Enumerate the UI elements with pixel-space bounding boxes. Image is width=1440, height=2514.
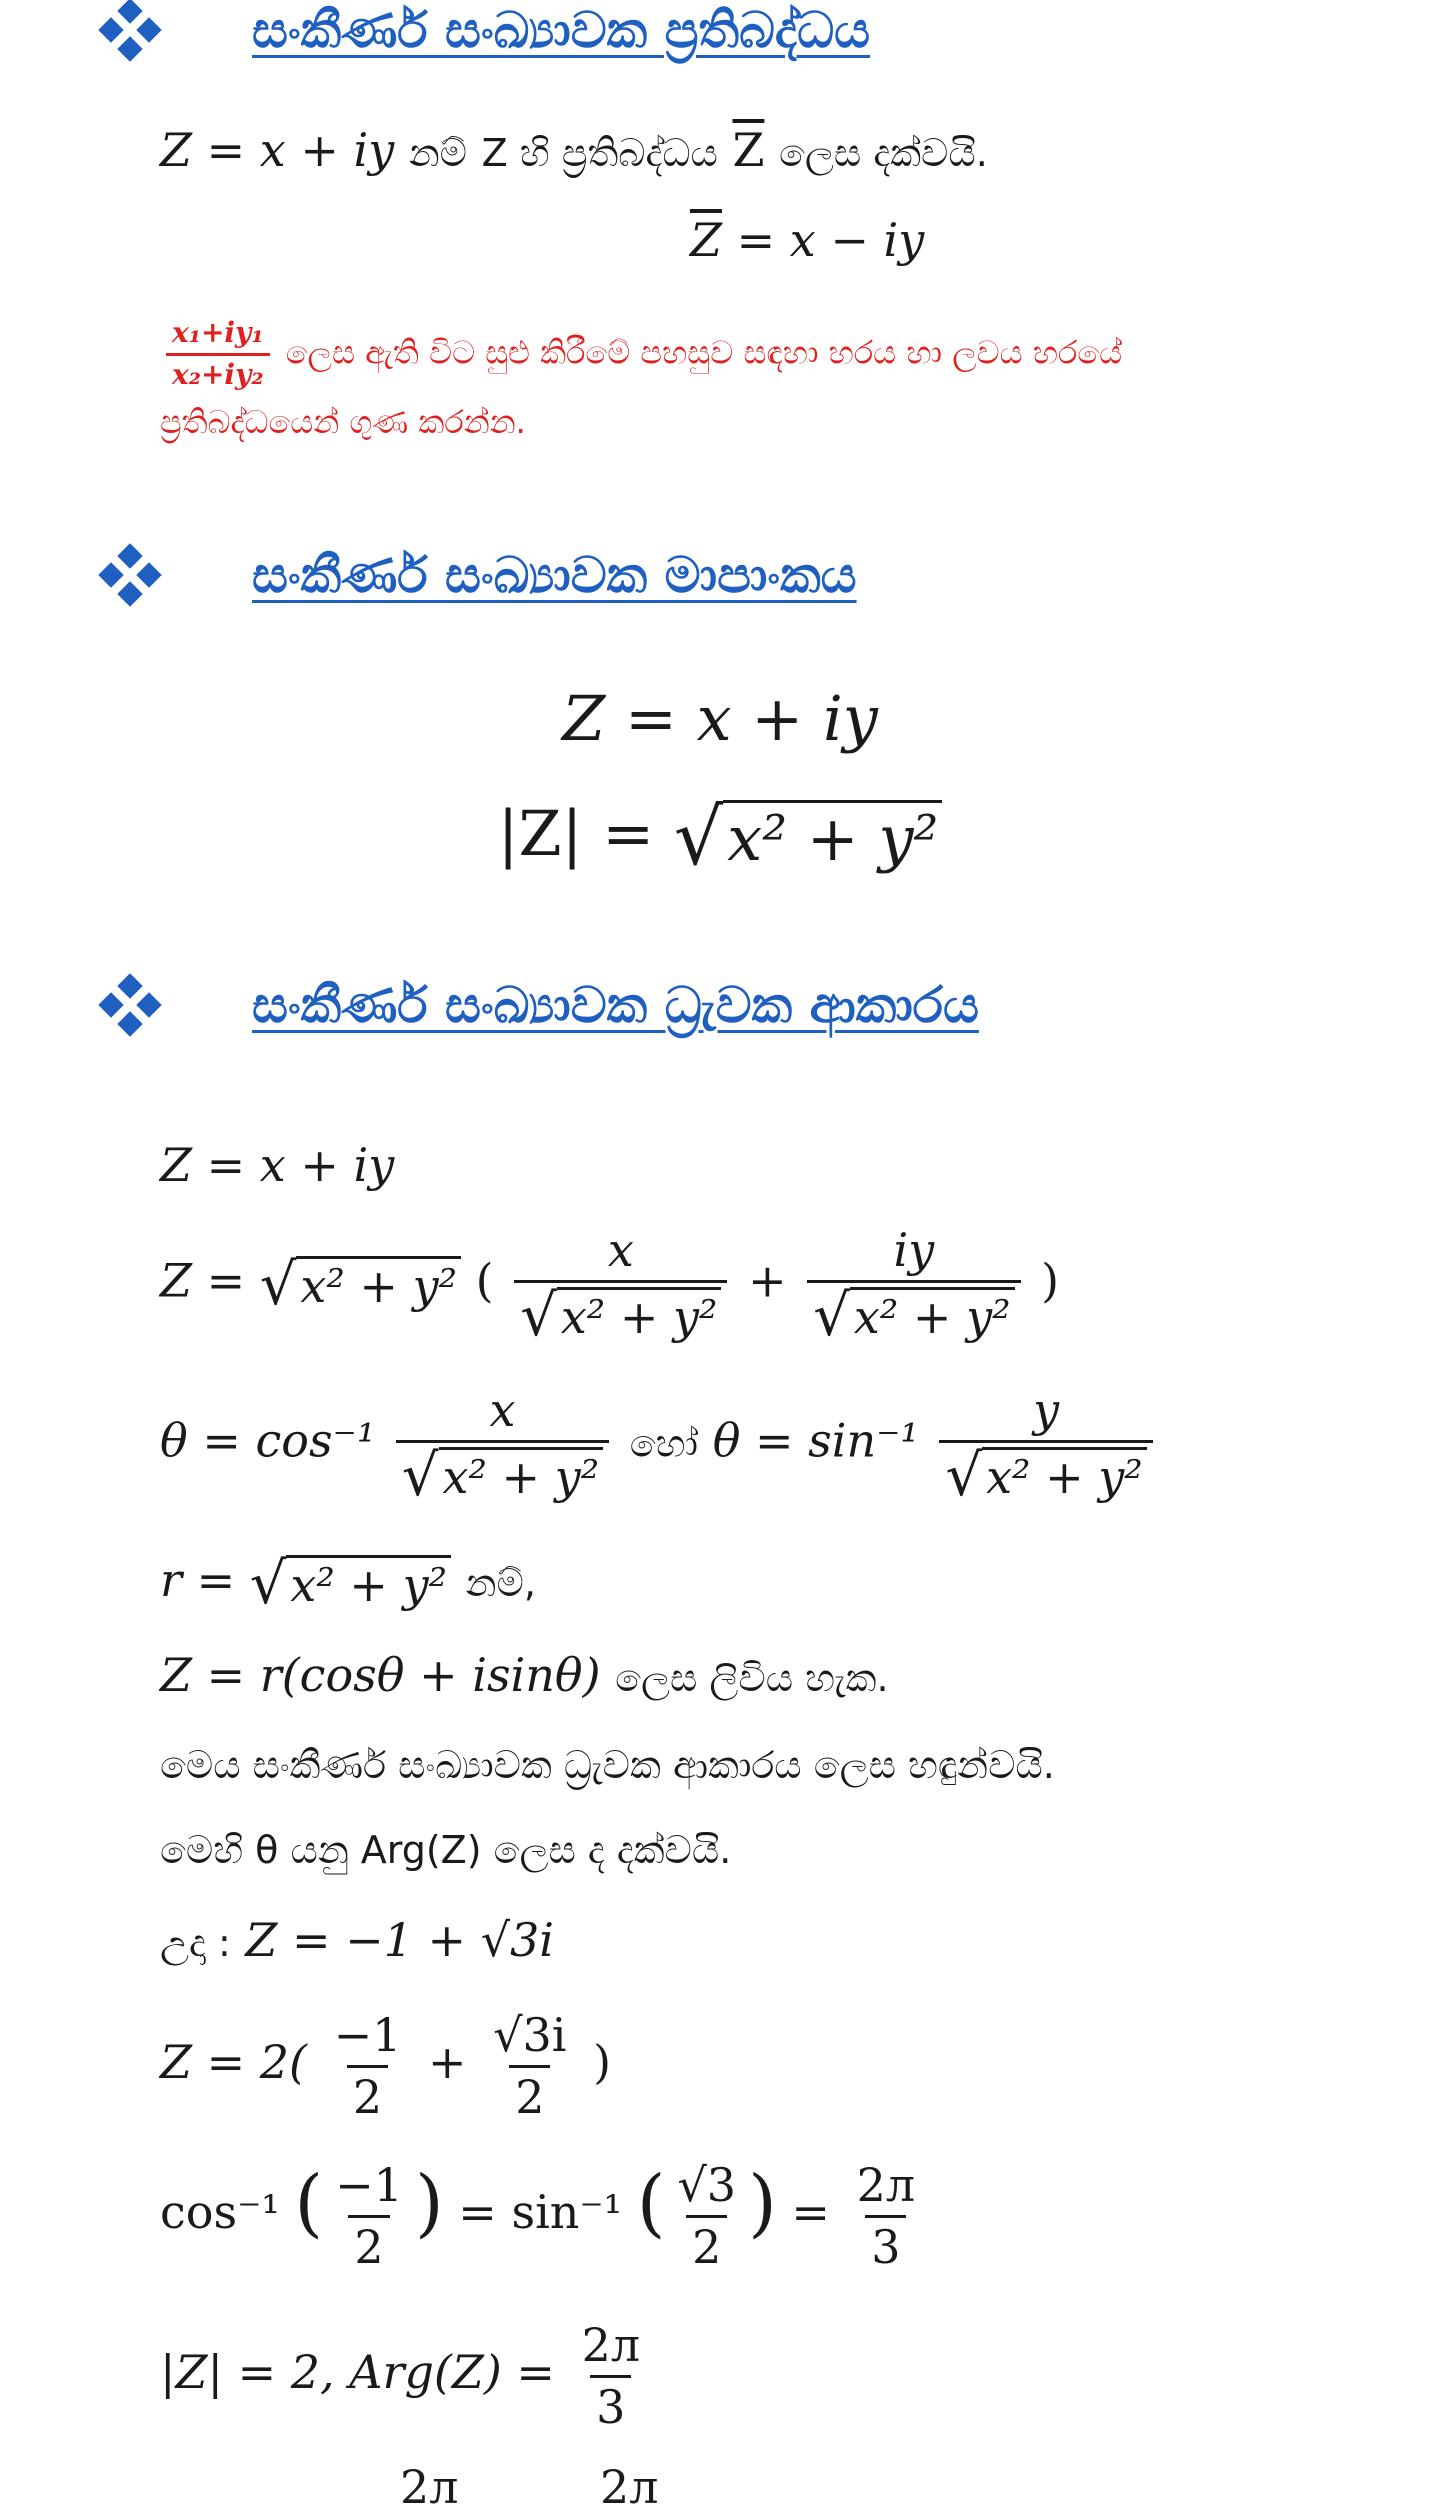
math-conj-rhs: = x − iy	[736, 213, 925, 267]
example-step4: |Z| = 2, Arg(Z) = $\frac{2л}{3}$	[160, 2318, 641, 2434]
polar-eq1: Z = x + iy	[160, 1138, 395, 1192]
note-text: ලෙස ඇති විට සුළු කිරීමේ පහසුව සඳහා හරය හා ලවය හරයේ	[285, 333, 1123, 372]
fraction-theta-cos: x √ x² + y²	[396, 1385, 609, 1504]
cut-off-fraction-1: 2л	[400, 2460, 459, 2514]
polar-eq2: Z = √ x² + y² ( x √ x² + y² + iy √ x² + y² )	[160, 1223, 1060, 1349]
conjugate-note	[160, 318, 1122, 391]
modulus-left: |Z| =	[497, 797, 655, 870]
modulus-eq2	[0, 793, 1440, 884]
example-line: උදා : Z = −1 + √3i	[160, 1913, 555, 1967]
heading-conjugate-title: සංකීර්ණ සංඛ්‍යාවක ප්‍රතිබද්ධය	[252, 0, 871, 59]
example-step2: Z = 2( $\frac{-1}{2}$ + $\frac{√3i}{2}$ )	[160, 2008, 612, 2124]
conjugate-equation	[690, 215, 924, 266]
math-zbar: $\overline{Z}$	[732, 123, 765, 177]
polar-desc2: මෙහි θ යනු Arg(Z) ලෙස ද දක්වයි.	[160, 1828, 732, 1872]
text-conj-of: Z හි ප්‍රතිබද්ධය	[481, 131, 718, 175]
polar-theta: θ = cos⁻¹ x √ x² + y² හෝ θ = sin⁻¹ y √ x² + y²	[160, 1385, 1159, 1504]
diamond-bullet-icon	[100, 545, 160, 605]
math-zbar-eq: $\overline{Z}$	[690, 213, 722, 267]
section-heading-modulus	[100, 545, 857, 605]
fraction-x-over-r: x √ x² + y²	[514, 1225, 727, 1344]
example-step3: cos⁻¹ ( $\frac{-1}{2}$ ) = sin⁻¹ ( $\frac{√3}{2}$ ) = $\frac{2л}{3}$	[160, 2158, 916, 2274]
text-denoted: ලෙස දක්වයි.	[779, 131, 988, 175]
heading-modulus-title: සංකීර්ණ සංඛ්‍යාවක මාපාංකය	[252, 545, 857, 604]
polar-form-eq: Z = r(cosθ + isinθ) ලෙස ලිවිය හැක.	[160, 1648, 889, 1702]
diamond-bullet-icon	[100, 975, 160, 1035]
polar-r-def: r = √ x² + y² නම්,	[160, 1550, 536, 1618]
section-heading-polar	[100, 975, 979, 1035]
fraction-theta-sin: y √ x² + y²	[939, 1385, 1152, 1504]
conjugate-note-line2: ප්‍රතිබද්ධයෙන් ගුණ කරන්න.	[160, 403, 526, 441]
sqrt-radius: √ x² + y²	[260, 1256, 461, 1314]
polar-desc1: මෙය සංකීර්ණ සංඛ්‍යාවක ධ්‍රැවක ආකාරය ලෙස හඳුන්වයි.	[160, 1743, 1055, 1787]
sqrt-modulus: √ x² + y²	[674, 800, 942, 878]
section-heading-conjugate	[100, 0, 870, 60]
text-nam: නම්	[408, 131, 467, 175]
fraction-iy-over-r: iy √ x² + y²	[807, 1225, 1020, 1344]
heading-polar-title: සංකීර්ණ සංඛ්‍යාවක ධ්‍රැවක ආකාරය	[252, 975, 979, 1034]
cut-off-fraction-2: 2л	[600, 2460, 659, 2514]
note-fraction: $\frac{\text{x₁+iy₁}}{\text{x₂+iy₂}}$	[166, 318, 270, 391]
diamond-bullet-icon	[100, 0, 160, 60]
text-or: හෝ	[629, 1421, 699, 1466]
conjugate-definition	[160, 125, 988, 176]
modulus-eq1: Z = x + iy	[562, 682, 878, 755]
math-z-def: Z = x + iy	[160, 123, 395, 177]
